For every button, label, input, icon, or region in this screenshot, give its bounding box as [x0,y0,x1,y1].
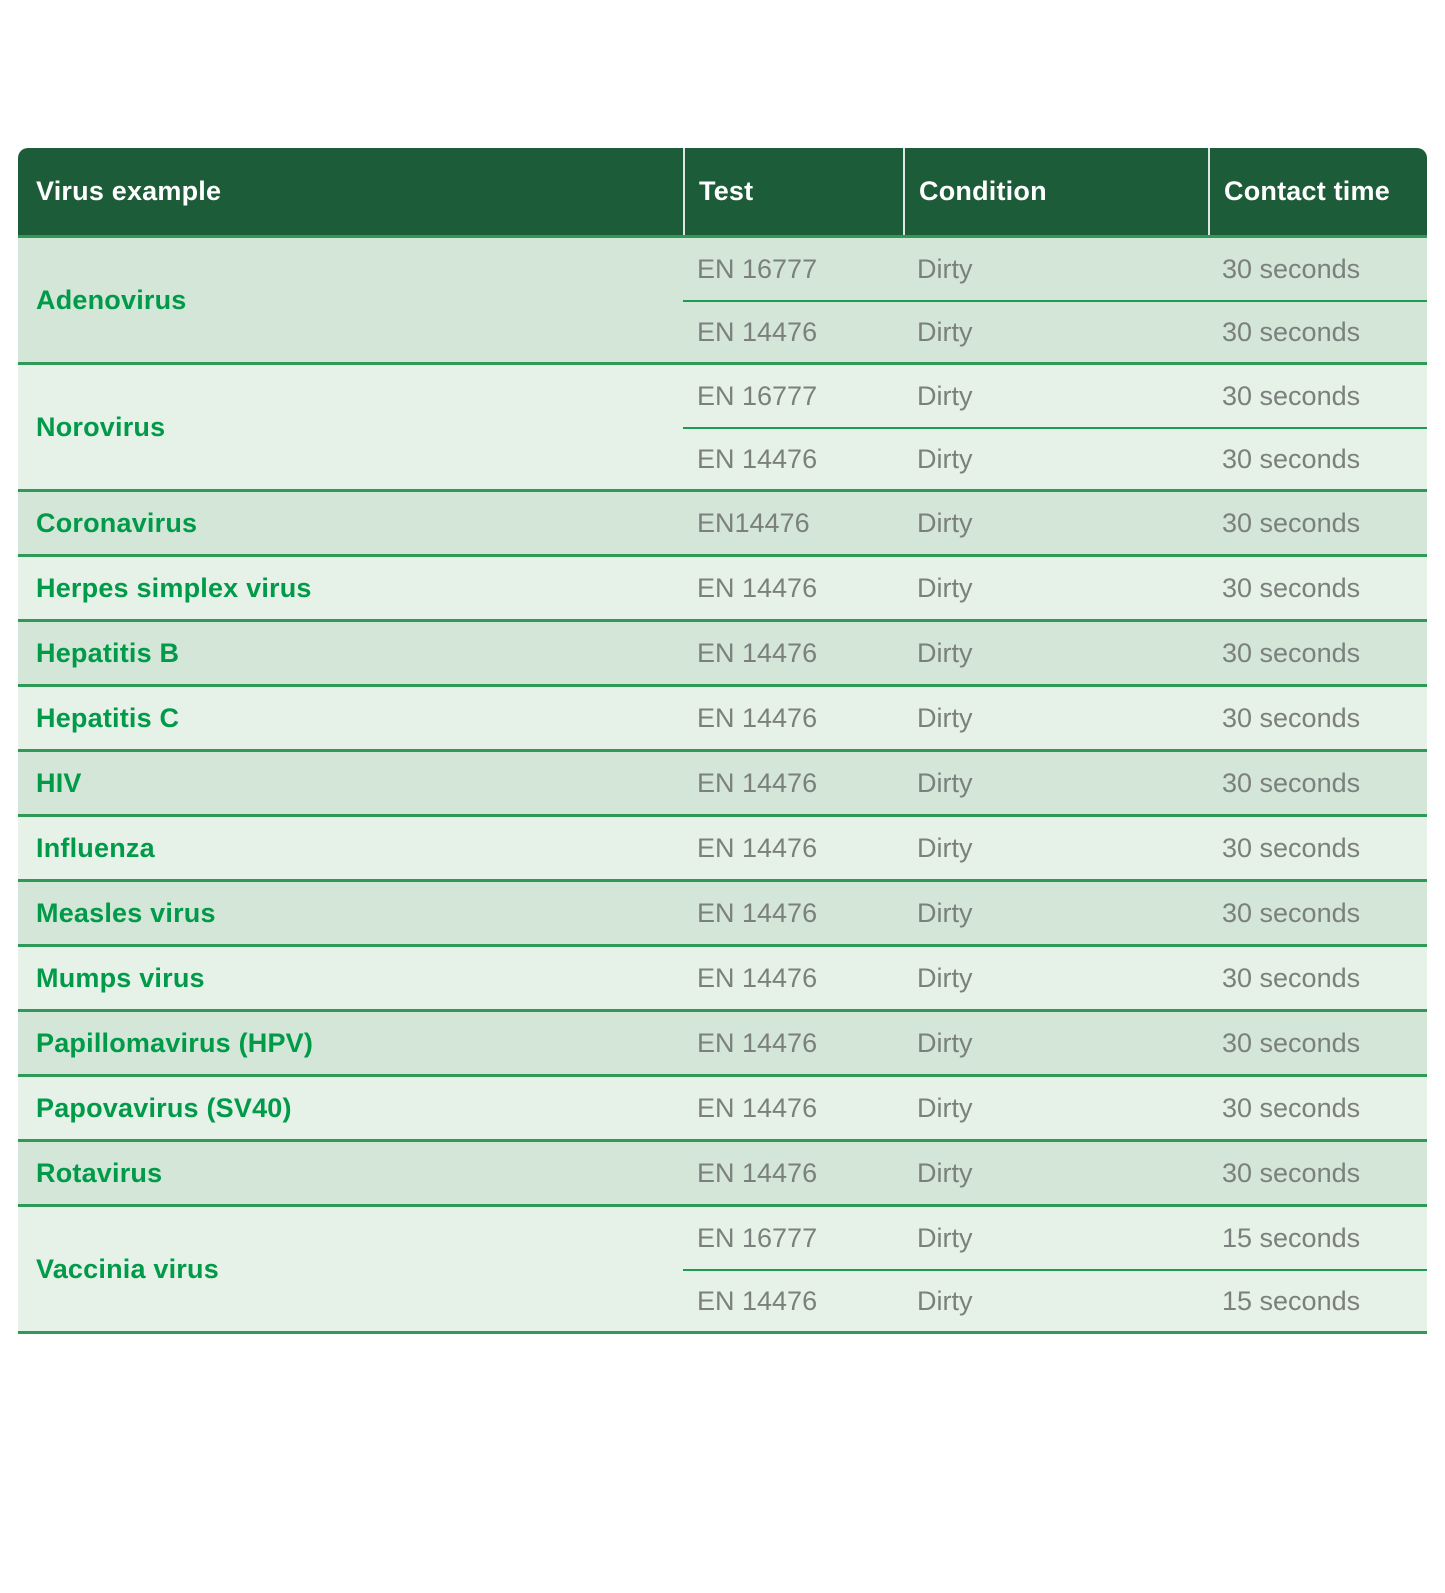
table-row [683,882,1427,944]
virus-name: Hepatitis B [36,637,180,668]
test-cell: EN 16777 [697,380,818,411]
virus-name: HIV [36,767,82,798]
table-row [683,1269,1427,1331]
virus-name: Adenovirus [36,284,187,315]
test-cell: EN14476 [697,507,810,538]
table-header-row [18,148,1427,238]
group-subrows [683,557,1427,619]
row-group-adenovirus [18,238,1427,362]
virus-name-cell [18,1142,683,1204]
virus-name: Rotavirus [36,1157,163,1188]
group-subrows [683,1012,1427,1074]
virus-name-cell [18,1077,683,1139]
virus-name-cell [18,492,683,554]
condition-cell: Dirty [917,832,973,863]
group-subrows [683,1077,1427,1139]
row-group-papillomavirus-hpv [18,1009,1427,1074]
virus-name: Papovavirus (SV40) [36,1092,292,1123]
virus-name: Vaccinia virus [36,1253,219,1284]
contact-time-cell: 15 seconds [1222,1285,1361,1316]
table-row [683,1012,1427,1074]
table-row [683,492,1427,554]
test-cell: EN 14476 [697,962,818,993]
table-row [683,687,1427,749]
test-cell: EN 14476 [697,1027,818,1058]
test-cell: EN 14476 [697,702,818,733]
condition-cell: Dirty [917,507,973,538]
group-subrows [683,947,1427,1009]
condition-cell: Dirty [917,443,973,474]
virus-name: Hepatitis C [36,702,180,733]
virus-name-cell [18,557,683,619]
condition-cell: Dirty [917,380,973,411]
virus-name-cell [18,1207,683,1331]
test-cell: EN 14476 [697,443,818,474]
row-group-measles-virus [18,879,1427,944]
condition-cell: Dirty [917,1157,973,1188]
contact-time-cell: 30 seconds [1222,572,1361,603]
group-subrows [683,1207,1427,1331]
contact-time-cell: 30 seconds [1222,897,1361,928]
virus-name-cell [18,622,683,684]
virus-name-cell [18,687,683,749]
contact-time-cell: 30 seconds [1222,637,1361,668]
test-cell: EN 14476 [697,1285,818,1316]
table-row [683,1077,1427,1139]
virus-name-cell [18,882,683,944]
virus-name: Herpes simplex virus [36,572,312,603]
virus-name: Coronavirus [36,507,198,538]
row-group-vaccinia-virus [18,1204,1427,1331]
table-row [683,1142,1427,1204]
contact-time-cell: 30 seconds [1222,507,1361,538]
virus-name-cell [18,947,683,1009]
condition-cell: Dirty [917,1222,973,1253]
row-group-hepatitis-c [18,684,1427,749]
condition-cell: Dirty [917,702,973,733]
test-cell: EN 16777 [697,253,818,284]
row-group-hiv [18,749,1427,814]
condition-cell: Dirty [917,316,973,347]
virus-name-cell [18,817,683,879]
virus-name: Papillomavirus (HPV) [36,1027,314,1058]
table-row [683,427,1427,489]
contact-time-cell: 30 seconds [1222,1027,1361,1058]
virus-name-cell [18,365,683,489]
test-cell: EN 14476 [697,316,818,347]
contact-time-cell: 30 seconds [1222,962,1361,993]
row-group-coronavirus [18,489,1427,554]
test-cell: EN 14476 [697,767,818,798]
test-cell: EN 14476 [697,1157,818,1188]
virus-name-cell [18,1012,683,1074]
table-row [683,1207,1427,1269]
row-group-papovavirus-sv40 [18,1074,1427,1139]
contact-time-cell: 30 seconds [1222,380,1361,411]
test-cell: EN 16777 [697,1222,818,1253]
condition-cell: Dirty [917,1027,973,1058]
contact-time-cell: 30 seconds [1222,1157,1361,1188]
table-row [683,752,1427,814]
contact-time-cell: 30 seconds [1222,767,1361,798]
row-group-mumps-virus [18,944,1427,1009]
column-header-test: Test [683,148,903,235]
row-group-rotavirus [18,1139,1427,1204]
condition-cell: Dirty [917,767,973,798]
virus-name-cell [18,752,683,814]
virus-efficacy-table [18,148,1427,1334]
table-row [683,557,1427,619]
table-row [683,947,1427,1009]
table-row [683,817,1427,879]
virus-name: Norovirus [36,411,166,442]
contact-time-cell: 30 seconds [1222,702,1361,733]
table-row [683,622,1427,684]
row-group-influenza [18,814,1427,879]
table-row [683,238,1427,300]
group-subrows [683,752,1427,814]
condition-cell: Dirty [917,253,973,284]
condition-cell: Dirty [917,572,973,603]
row-group-hepatitis-b [18,619,1427,684]
test-cell: EN 14476 [697,1092,818,1123]
contact-time-cell: 15 seconds [1222,1222,1361,1253]
condition-cell: Dirty [917,897,973,928]
contact-time-cell: 30 seconds [1222,1092,1361,1123]
test-cell: EN 14476 [697,572,818,603]
group-subrows [683,817,1427,879]
group-subrows [683,882,1427,944]
group-subrows [683,492,1427,554]
contact-time-cell: 30 seconds [1222,832,1361,863]
condition-cell: Dirty [917,962,973,993]
column-header-condition: Condition [903,148,1208,235]
condition-cell: Dirty [917,637,973,668]
virus-name: Mumps virus [36,962,205,993]
virus-name-cell [18,238,683,362]
group-subrows [683,687,1427,749]
group-subrows [683,365,1427,489]
column-header-virus-example: Virus example [36,176,222,206]
condition-cell: Dirty [917,1092,973,1123]
group-subrows [683,622,1427,684]
table-row [683,300,1427,362]
group-subrows [683,238,1427,362]
virus-name: Measles virus [36,897,216,928]
virus-name: Influenza [36,832,155,863]
row-group-herpes-simplex-virus [18,554,1427,619]
contact-time-cell: 30 seconds [1222,443,1361,474]
contact-time-cell: 30 seconds [1222,316,1361,347]
contact-time-cell: 30 seconds [1222,253,1361,284]
test-cell: EN 14476 [697,897,818,928]
row-group-norovirus [18,362,1427,489]
test-cell: EN 14476 [697,637,818,668]
test-cell: EN 14476 [697,832,818,863]
group-subrows [683,1142,1427,1204]
column-header-contact-time: Contact time [1208,148,1427,235]
condition-cell: Dirty [917,1285,973,1316]
table-row [683,365,1427,427]
